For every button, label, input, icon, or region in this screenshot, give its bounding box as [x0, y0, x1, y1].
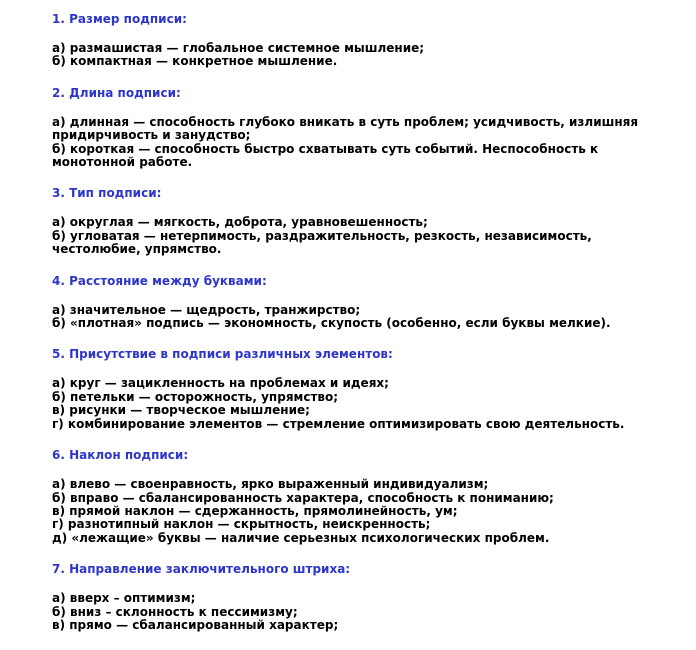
section-signature-size: [52, 13, 682, 69]
list-item: г) разнотипный наклон — скрытность, неискренность;: [52, 517, 431, 532]
section-heading: 3. Тип подписи:: [52, 186, 162, 201]
list-item: б) короткая — способность быстро схватывать суть событий. Неспособность к монотонной работе.: [52, 141, 599, 170]
list-item: в) прямо — сбалансированный характер;: [52, 617, 339, 632]
list-item: б) угловатая — нетерпимость, раздражительность, резкость, независимость, честолюбие, упрямство.: [52, 228, 592, 257]
section-signature-type: [52, 187, 682, 256]
list-item: б) вправо — сбалансированность характера, способность к пониманию;: [52, 490, 554, 505]
section-heading: 5. Присутствие в подписи различных элементов:: [52, 347, 393, 362]
section-heading: 6. Наклон подписи:: [52, 448, 189, 463]
list-item: а) вверх – оптимизм;: [52, 591, 196, 606]
section-signature-slant: [52, 449, 682, 545]
section-items: [52, 42, 682, 69]
section-items: [52, 592, 682, 632]
list-item: б) петельки — осторожность, упрямство;: [52, 389, 339, 404]
list-item: а) размашистая — глобальное системное мышление;: [52, 41, 425, 55]
section-letter-spacing: [52, 275, 682, 331]
section-heading: 2. Длина подписи:: [52, 85, 181, 100]
list-item: б) компактная — конкретное мышление.: [52, 54, 338, 69]
list-item: д) «лежащие» буквы — наличие серьезных психологических проблем.: [52, 530, 550, 545]
section-items: [52, 377, 682, 431]
article-body: [52, 13, 682, 650]
section-final-stroke: [52, 563, 682, 632]
section-items: [52, 478, 682, 545]
section-items: [52, 116, 682, 170]
list-item: а) круг — зацикленность на проблемах и идеях;: [52, 376, 389, 391]
list-item: а) влево — своенравность, ярко выраженный индивидуализм;: [52, 477, 489, 492]
list-item: в) прямой наклон — сдержанность, прямолинейность, ум;: [52, 503, 458, 518]
section-heading: 1. Размер подписи:: [52, 12, 187, 26]
list-item: а) значительное — щедрость, транжирство;: [52, 302, 361, 317]
list-item: б) вниз – склонность к пессимизму;: [52, 604, 298, 619]
list-item: в) рисунки — творческое мышление;: [52, 403, 310, 418]
section-signature-length: [52, 87, 682, 170]
section-items: [52, 304, 682, 331]
list-item: а) округлая — мягкость, доброта, уравновешенность;: [52, 215, 428, 230]
section-signature-elements: [52, 348, 682, 431]
section-heading: 7. Направление заключительного штриха:: [52, 562, 351, 577]
section-heading: 4. Расстояние между буквами:: [52, 273, 267, 288]
list-item: а) длинная — способность глубоко вникать в суть проблем; усидчивость, излишняя придирчивость и занудство;: [52, 114, 639, 143]
list-item: г) комбинирование элементов — стремление оптимизировать свою деятельность.: [52, 416, 625, 431]
section-items: [52, 216, 682, 256]
list-item: б) «плотная» подпись — экономность, скупость (особенно, если буквы мелкие).: [52, 316, 611, 331]
